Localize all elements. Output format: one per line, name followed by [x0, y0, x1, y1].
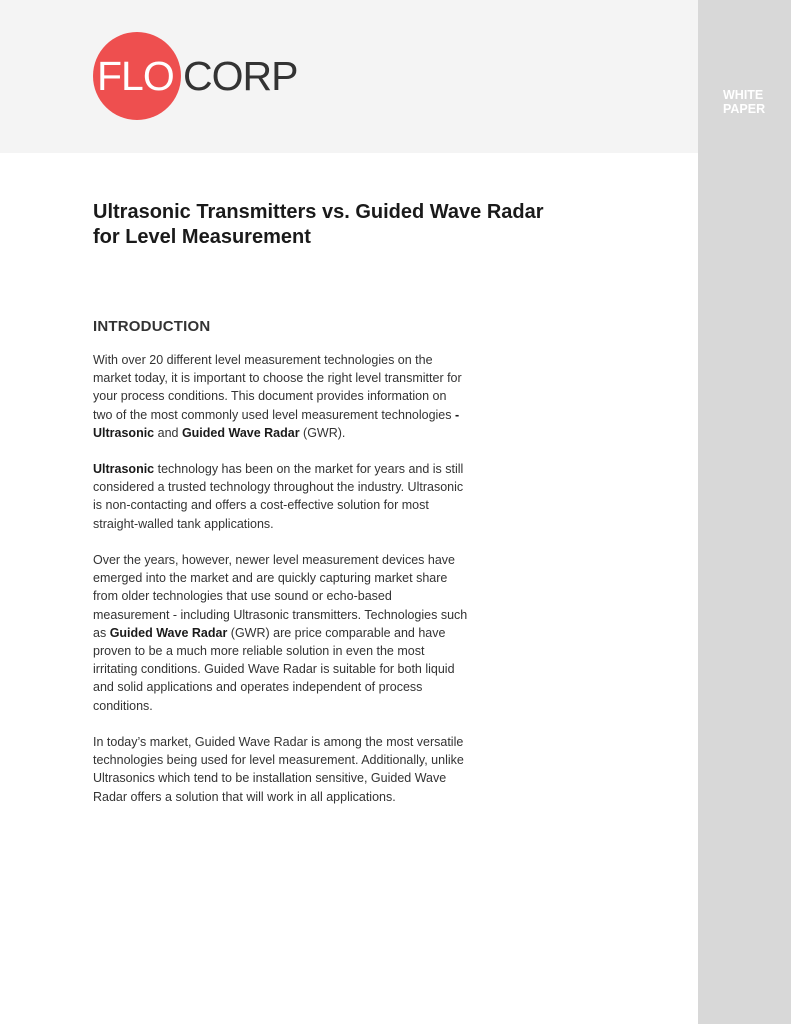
p1-text-e: (GWR). — [299, 425, 346, 440]
paragraph-1 — [93, 351, 468, 442]
logo-text-corp: CORP — [183, 53, 298, 99]
p2-bold-ultrasonic: Ultrasonic — [93, 462, 155, 476]
logo-text-flo: FLO — [97, 53, 174, 99]
p1-text-c: and — [154, 425, 182, 440]
p2-text-b: technology has been on the market for years and is still considered a trusted technology throughout the industry. Ultrasonic is non-contacting and offers a cost-effective solution for most straight-walled tank applications. — [93, 462, 464, 531]
paragraph-3 — [93, 551, 468, 715]
p1-bold-gwr: Guided Wave Radar — [181, 425, 300, 440]
paragraph-2 — [93, 460, 468, 533]
side-bar — [698, 0, 791, 1024]
title-line2: for Level Measurement — [93, 226, 311, 248]
paragraph-4: In today’s market, Guided Wave Radar is among the most versatile technologies being used for level measurement. Additionally, unlike Ultrasonics which tend to be installation sensitive, Guided Wave Radar offers a solution that will work in all applications. — [93, 735, 464, 804]
title-line1: Ultrasonic Transmitters vs. Guided Wave Radar — [93, 201, 544, 223]
p3-bold-gwr: Guided Wave Radar — [109, 625, 228, 640]
p1-bold-ultrasonic: - Ultrasonic — [93, 407, 460, 440]
section-heading-introduction: INTRODUCTION — [93, 318, 211, 335]
p1-text-a: With over 20 different level measurement technologies on the market today, it is important to choose the right level transmitter for your process conditions. This document provides information on two of the most commonly used level measurement technologies — [93, 353, 462, 422]
document-type-line2: PAPER — [723, 102, 766, 116]
document-type-line1: WHITE — [723, 88, 764, 102]
p3-text-a: Over the years, however, newer level measurement devices have emerged into the market and are quickly capturing market share from older technologies that use sound or echo-based measurement - including Ultrasonic transmitters. Technologies such as — [93, 553, 468, 640]
page-title — [93, 200, 613, 250]
document-type-label — [723, 88, 765, 116]
p3-text-c: (GWR) are price comparable and have proven to be a much more reliable solution in even the most irritating conditions. Guided Wave Radar is suitable for both liquid and solid applications and operates independent of process conditions. — [93, 625, 455, 713]
flocorp-logo — [93, 32, 298, 120]
